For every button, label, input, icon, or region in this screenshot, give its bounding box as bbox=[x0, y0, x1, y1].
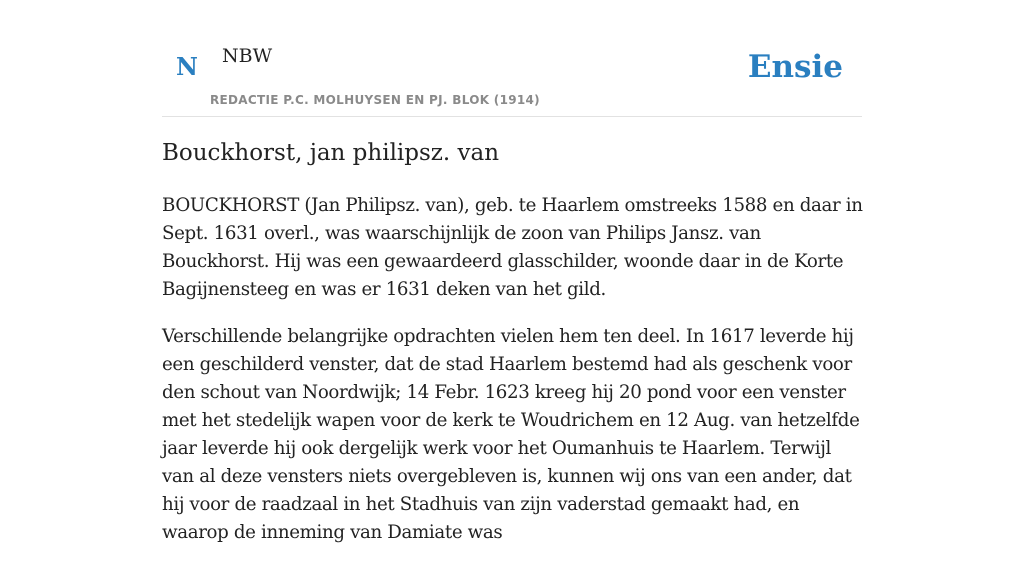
source-name[interactable]: NBW bbox=[222, 45, 273, 67]
article-body bbox=[162, 192, 864, 566]
source-logo-icon[interactable]: N bbox=[176, 52, 198, 81]
article-paragraph: BOUCKHORST (Jan Philipsz. van), geb. te Haarlem omstreeks 1588 en daar in Sept. 1631 overl., was waarschijnlijk de zoon van Philips Jansz. van Bouckhorst. Hij was een gewaardeerd glasschilder, woonde daar in de Korte Bagijnensteeg en was er 1631 deken van het gild. bbox=[162, 195, 863, 300]
article-title: Bouckhorst, jan philipsz. van bbox=[162, 140, 500, 166]
article-paragraph: Verschillende belangrijke opdrachten vielen hem ten deel. In 1617 leverde hij een geschilderd venster, dat de stad Haarlem bestemd had als geschenk voor den schout van Noordwijk; 14 Febr. 1623 kreeg hij 20 pond voor een venster met het stedelijk wapen voor de kerk te Woudrichem en 12 Aug. van hetzelfde jaar leverde hij ook dergelijk werk voor het Oumanhuis te Haarlem. Terwijl van al deze vensters niets overgebleven is, kunnen wij ons van een ander, dat hij voor de raadzaal in het Stadhuis van zijn vaderstad gemaakt had, en waarop de inneming van Damiate was bbox=[162, 326, 860, 543]
brand-logo-link[interactable]: Ensie bbox=[747, 49, 843, 85]
source-header bbox=[162, 0, 862, 117]
source-subtitle: REDACTIE P.C. MOLHUYSEN EN PJ. BLOK (1914) bbox=[210, 93, 540, 107]
